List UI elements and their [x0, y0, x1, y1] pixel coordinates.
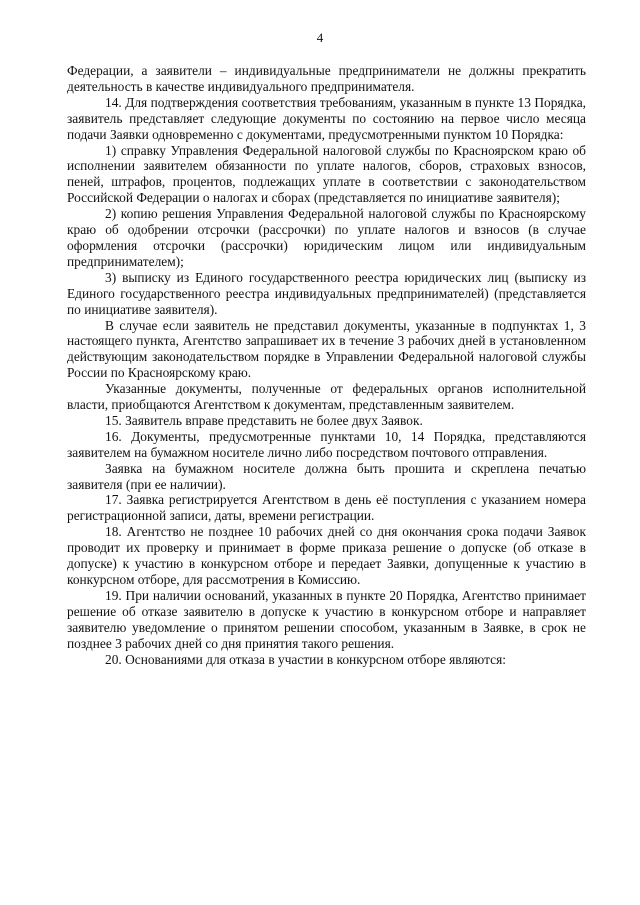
paragraph-item-19: 19. При наличии оснований, указанных в пункте 20 Порядка, Агентство принимает решение об отказе заявителю в допуске к участию в конкурсном отборе и направляет заявителю уведомление о принятом решении способом, указанным в Заявке, в срок не позднее 3 рабочих дней со дня принятия такого решения. — [67, 587, 586, 651]
paragraph-item-15: 15. Заявитель вправе представить не более двух Заявок. — [105, 412, 423, 428]
paragraph-continuation: Федерации, а заявители – индивидуальные предприниматели не должны прекратить деятельность в качестве индивидуального предпринимателя. — [67, 63, 586, 94]
paragraph-item-18: 18. Агентство не позднее 10 рабочих дней со дня окончания срока подачи Заявок проводит их проверку и принимает в форме приказа решение о допуске (об отказе в допуске) к участию в конкурсном отборе и передает Заявки, допущенные к участию в конкурсном отборе, для рассмотрения в Комиссию. — [67, 524, 586, 587]
paragraph-item-17: 17. Заявка регистрируется Агентством в день её поступления с указанием номера регистрационной записи, даты, времени регистрации. — [67, 492, 586, 524]
paragraph-paper-application: Заявка на бумажном носителе должна быть прошита и скреплена печатью заявителя (при ее наличии). — [67, 460, 586, 492]
paragraph-subitem-3: 3) выписку из Единого государственного реестра юридических лиц (выписку из Единого государственного реестра индивидуальных предпринимателей) (представляется по инициативе заявителя). — [67, 269, 586, 317]
paragraph-subitem-2: 2) копию решения Управления Федеральной налоговой службы по Красноярскому краю об одобрении отсрочки (рассрочки) по уплате налогов и взносов (в случае оформления отсрочки (рассрочки) юридическим лицом или индивидуальным предпринимателем); — [67, 206, 586, 269]
paragraph-federal-documents: Указанные документы, полученные от федеральных органов исполнительной власти, приобщаются Агентством к документам, представленным заявителем. — [67, 381, 586, 413]
paragraph-subitem-1: 1) справку Управления Федеральной налоговой службы по Красноярском краю об исполнении заявителем обязанности по уплате налогов, сборов, страховых взносов, пеней, штрафов, процентов, подлежащих уплате в соответствии с законодательством Российской Федерации о налогах и сборах (представляется по инициативе заявителя); — [67, 142, 586, 206]
paragraph-item-16: 16. Документы, предусмотренные пунктами 10, 14 Порядка, представляются заявителем на бумажном носителе лично либо посредством почтового отправления. — [67, 428, 586, 460]
document-body — [67, 63, 586, 667]
paragraph-item-14: 14. Для подтверждения соответствия требованиям, указанным в пункте 13 Порядка, заявитель представляет следующие документы по состоянию на первое число месяца подачи Заявки одновременно с документами, предусмотренными пунктом 10 Порядка: — [67, 94, 586, 142]
paragraph-item-20: 20. Основаниями для отказа в участии в конкурсном отборе являются: — [105, 651, 506, 667]
paragraph-missing-documents: В случае если заявитель не представил документы, указанные в подпунктах 1, 3 настоящего пункта, Агентство запрашивает их в течение 3 рабочих дней в установленном действующим законодательством порядке в Управлении Федеральной налоговой службы России по Красноярскому краю. — [67, 317, 586, 381]
page-number: 4 — [316, 30, 324, 45]
